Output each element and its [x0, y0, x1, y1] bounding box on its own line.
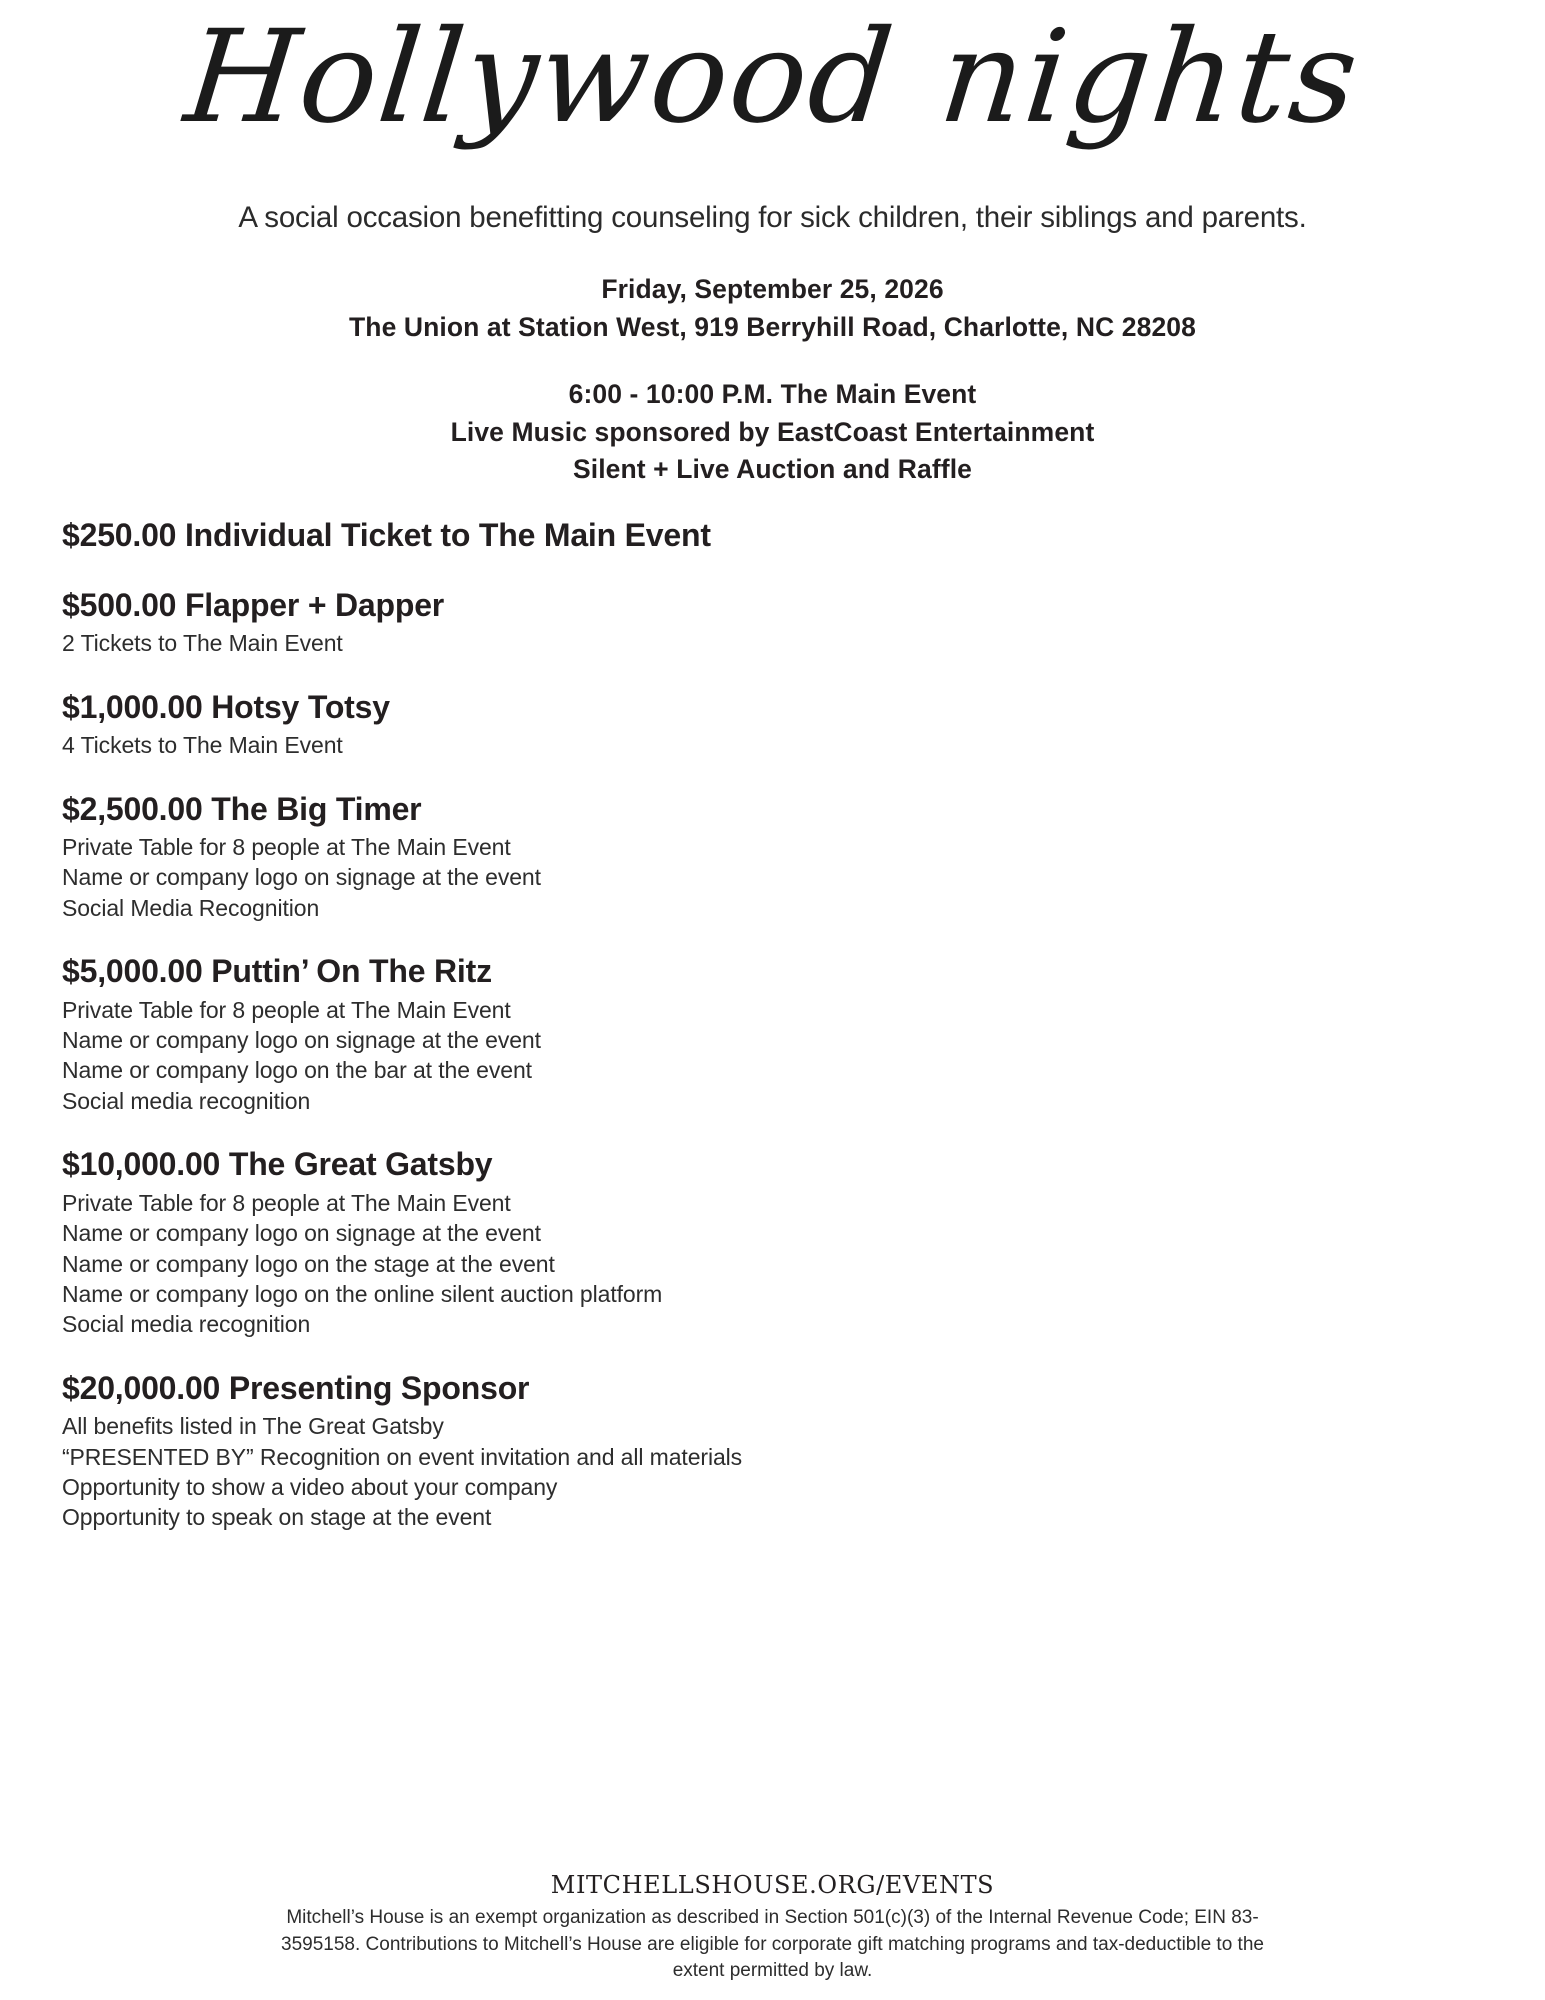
title-word-hollywood: Hollywood [178, 3, 902, 152]
footer-website-url[interactable]: MITCHELLSHOUSE.ORG/EVENTS [550, 1871, 995, 1900]
tier-benefit: Private Table for 8 people at The Main Event [62, 1189, 511, 1216]
tier-item [62, 687, 1483, 761]
tier-item [62, 515, 1483, 557]
tier-benefit-list [62, 730, 1483, 760]
tagline: A social occasion benefitting counseling for sick children, their siblings and parents. [238, 201, 1307, 234]
tier-benefit: Social media recognition [62, 1311, 311, 1338]
tier-item [62, 789, 1483, 924]
tier-title: $10,000.00 The Great Gatsby [62, 1146, 493, 1183]
tier-benefit-list [62, 995, 1483, 1116]
tier-benefit: Name or company logo on signage at the event [62, 864, 541, 891]
tier-benefit: 2 Tickets to The Main Event [62, 630, 343, 657]
tier-item [62, 951, 1483, 1116]
tier-benefit: Social media recognition [62, 1087, 311, 1114]
tier-item [62, 585, 1483, 659]
tier-title: $20,000.00 Presenting Sponsor [62, 1369, 530, 1406]
tier-benefit: Name or company logo on the bar at the event [62, 1057, 532, 1084]
tier-title: $1,000.00 Hotsy Totsy [62, 688, 390, 725]
tier-benefit: Name or company logo on the stage at the event [62, 1250, 555, 1277]
tier-benefit: Opportunity to show a video about your company [62, 1473, 558, 1500]
event-auction: Silent + Live Auction and Raffle [572, 454, 973, 485]
tier-benefit-list [62, 1411, 1483, 1532]
tier-benefit: Private Table for 8 people at The Main Event [62, 834, 511, 861]
tier-title: $5,000.00 Puttin’ On The Ritz [62, 953, 492, 990]
tier-benefit: “PRESENTED BY” Recognition on event invitation and all materials [62, 1443, 743, 1470]
event-spacer [62, 346, 1483, 376]
sponsorship-tier-list [62, 515, 1483, 1533]
tier-benefit: 4 Tickets to The Main Event [62, 732, 343, 759]
footer-legal-text: Mitchell’s House is an exempt organization as described in Section 501(c)(3) of the Internal Revenue Code; EIN 83-3595158. Contributions to Mitchell’s House are eligible for corporate gift matching programs and tax-deductible to the extent permitted by law. [281, 1907, 1264, 1981]
tier-benefit-list [62, 832, 1483, 923]
footer [62, 1871, 1483, 1984]
tier-item [62, 1144, 1483, 1339]
page-title [54, 4, 1490, 151]
tier-benefit: Private Table for 8 people at The Main Event [62, 996, 511, 1023]
tier-benefit-list [62, 1188, 1483, 1340]
tier-benefit: All benefits listed in The Great Gatsby [62, 1413, 444, 1440]
event-details [62, 271, 1483, 489]
tier-title: $250.00 Individual Ticket to The Main Event [62, 517, 711, 553]
flyer-title-block [62, 0, 1483, 196]
tier-benefit: Opportunity to speak on stage at the event [62, 1504, 492, 1531]
title-word-nights: nights [933, 3, 1367, 152]
event-venue: The Union at Station West, 919 Berryhill Road, Charlotte, NC 28208 [349, 311, 1196, 342]
event-time: 6:00 - 10:00 P.M. The Main Event [568, 379, 977, 410]
event-music: Live Music sponsored by EastCoast Entertainment [450, 416, 1095, 447]
tier-benefit-list [62, 628, 1483, 658]
tier-benefit: Social Media Recognition [62, 894, 320, 921]
event-date: Friday, September 25, 2026 [601, 273, 944, 304]
tier-title: $2,500.00 The Big Timer [62, 790, 422, 827]
tier-benefit: Name or company logo on signage at the event [62, 1220, 541, 1247]
tier-title: $500.00 Flapper + Dapper [62, 586, 445, 623]
tier-item [62, 1368, 1483, 1533]
tier-benefit: Name or company logo on the online silent auction platform [62, 1280, 663, 1307]
tier-benefit: Name or company logo on signage at the event [62, 1027, 541, 1054]
